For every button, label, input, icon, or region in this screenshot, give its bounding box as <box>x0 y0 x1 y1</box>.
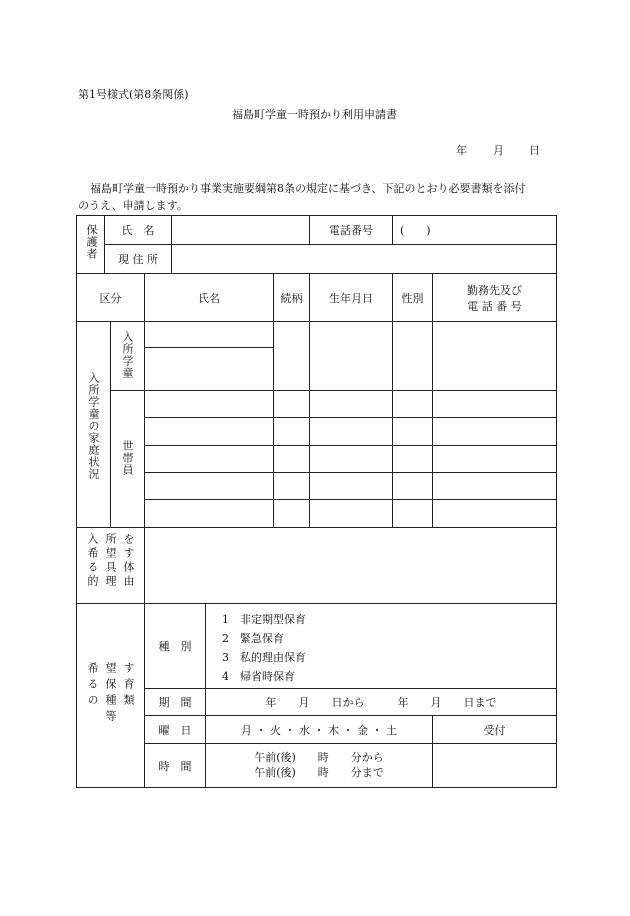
date-day-label: 日 <box>529 144 540 157</box>
reason-label-col2: 所望具理 <box>104 533 117 589</box>
member-row-line-1 <box>144 417 556 418</box>
child-row-line <box>144 347 273 348</box>
child-section-bottom <box>110 390 556 391</box>
care-label-col2: 望保種等 <box>104 662 117 726</box>
guardian-section-label: 保護者 <box>85 224 98 260</box>
receipt-stamp-area <box>433 744 556 787</box>
care-option-2[interactable]: 2 緊急保育 <box>222 632 284 645</box>
member-label: 世帯員 <box>121 440 134 476</box>
table-border-right <box>556 215 557 788</box>
guardian-name-label: 氏 名 <box>121 224 155 237</box>
receipt-label: 受付 <box>483 723 506 737</box>
subgroup-divider <box>110 321 111 528</box>
care-time-field[interactable] <box>206 750 432 780</box>
header-gender: 性別 <box>401 291 424 305</box>
reason-label-col3: をす体由 <box>122 533 135 589</box>
care-time-to: 午前(後) 時 分まで <box>254 766 384 779</box>
care-option-1[interactable]: 1 非定期型保育 <box>222 613 306 626</box>
date-month-label: 月 <box>493 144 504 157</box>
care-label-col1: 希るの <box>86 662 99 710</box>
header-category: 区分 <box>99 291 122 305</box>
guardian-phone-label: 電話番号 <box>329 224 373 237</box>
care-type-options <box>222 610 306 686</box>
care-period-field[interactable]: 年 月 日から 年 月 日まで <box>265 696 497 709</box>
date-year-label: 年 <box>456 144 467 157</box>
care-option-4[interactable]: 4 帰省時保育 <box>222 670 295 683</box>
family-header-bottom <box>76 321 556 322</box>
care-label-col3: す育類 <box>122 662 135 710</box>
care-weekday-label: 曜 日 <box>158 723 192 737</box>
care-period-label: 期 間 <box>158 696 192 709</box>
reason-label-col1: 入希る的 <box>86 533 99 589</box>
child-label: 入所学童 <box>121 331 134 379</box>
header-name: 氏名 <box>198 291 220 305</box>
member-row-line-3 <box>144 472 556 473</box>
phone-label-right-line <box>392 215 393 244</box>
header-workplace-line2: 電 話 番 号 <box>467 300 522 313</box>
care-type-label: 種 別 <box>158 640 192 653</box>
family-section-label: 入所学童の家庭状況 <box>87 372 100 480</box>
header-workplace-line1: 勤務先及び <box>467 284 522 297</box>
form-number: 第1号様式(第8条関係) <box>78 88 189 101</box>
form-title: 福島町学童一時預かり利用申請書 <box>232 108 397 121</box>
reason-field[interactable] <box>145 528 556 603</box>
care-time-label: 時 間 <box>158 759 192 773</box>
member-row-line-2 <box>144 445 556 446</box>
header-workplace <box>433 283 556 315</box>
intro-line-2: のうえ、申請します。 <box>78 199 188 212</box>
care-option-3[interactable]: 3 私的理由保育 <box>222 651 306 664</box>
table-border-bottom <box>76 787 557 788</box>
header-birthdate: 生年月日 <box>329 291 373 305</box>
care-weekday-field[interactable]: 月 ・ 火 ・ 水 ・ 木 ・ 金 ・ 土 <box>241 723 397 737</box>
header-relation: 続柄 <box>280 291 303 305</box>
care-time-from: 午前(後) 時 分から <box>254 751 384 764</box>
intro-line-1: 福島町学童一時預かり事業実施要綱第8条の規定に基づき、下記のとおり必要書類を添付 <box>90 182 526 195</box>
member-row-line-4 <box>144 499 556 500</box>
guardian-address-label: 現 住 所 <box>118 253 158 266</box>
guardian-phone-field[interactable]: ( ) <box>400 224 431 237</box>
guardian-address-field[interactable] <box>172 245 556 273</box>
guardian-name-field[interactable] <box>172 216 309 244</box>
